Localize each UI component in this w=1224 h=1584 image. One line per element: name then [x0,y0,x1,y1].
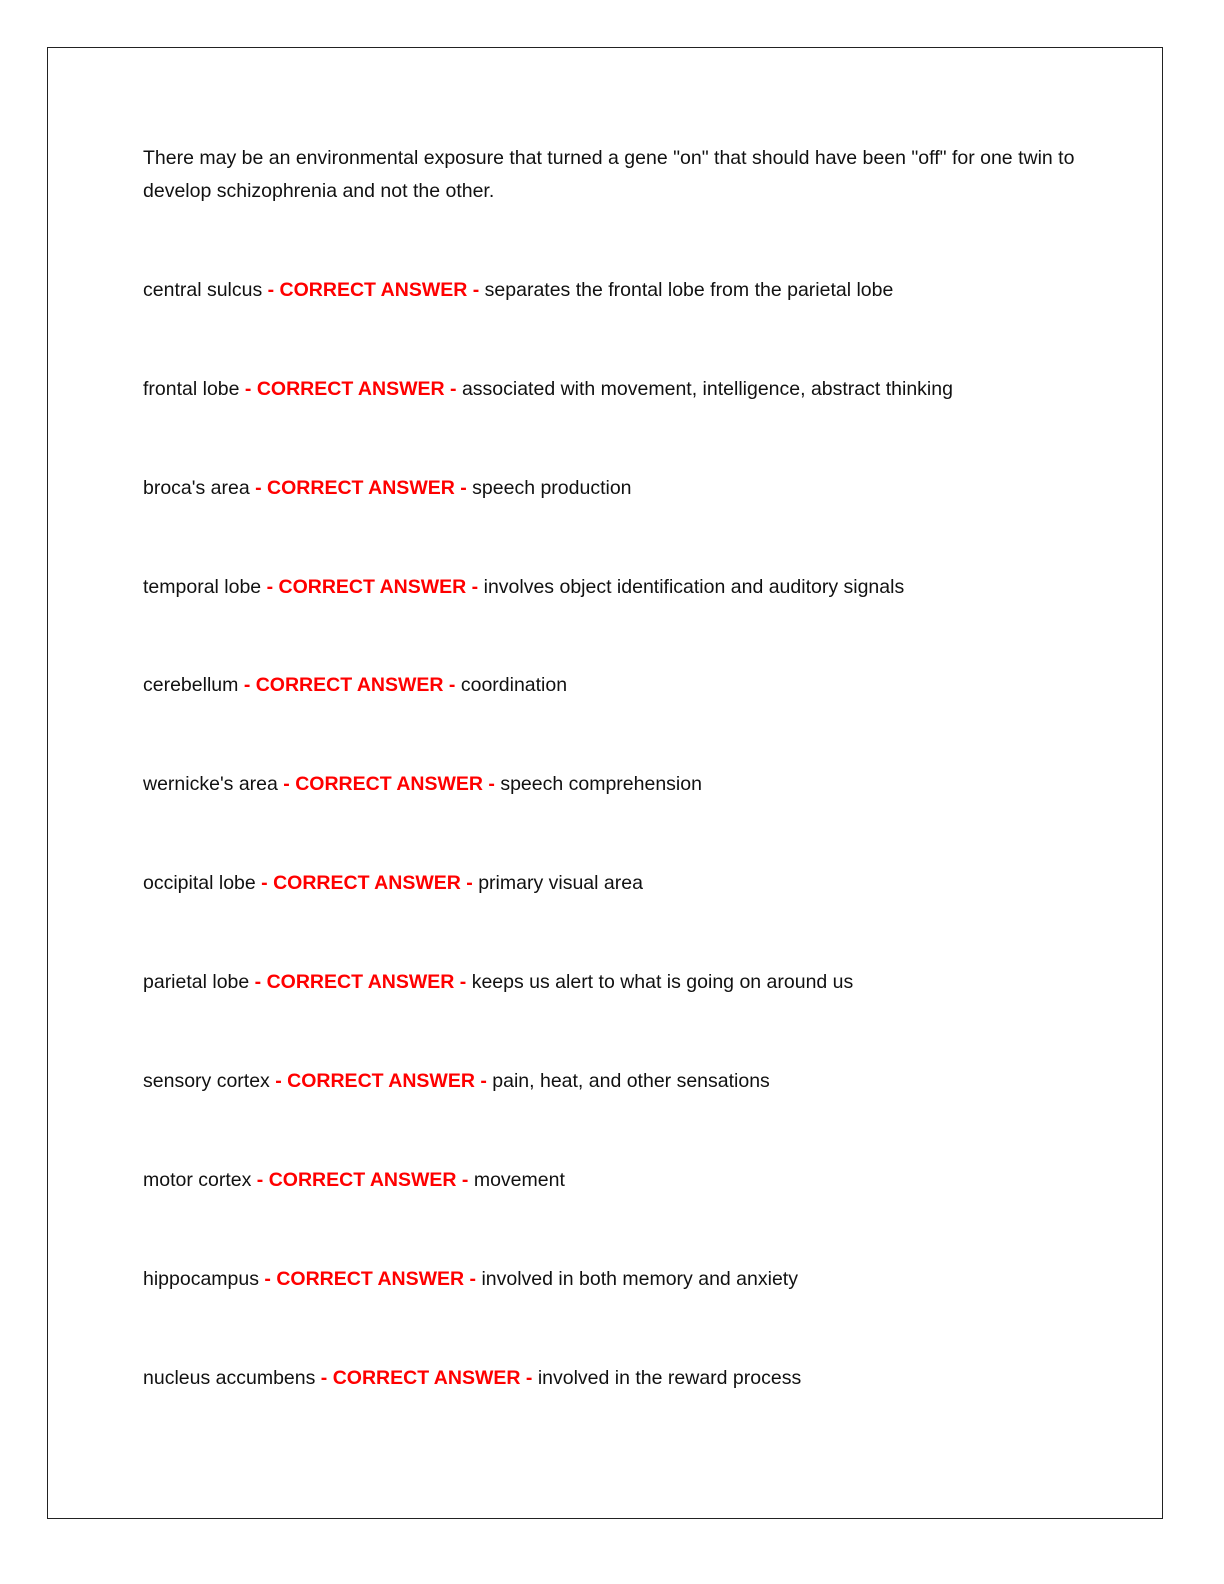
correct-answer-marker: - CORRECT ANSWER - [244,378,457,400]
flashcard-entry [143,1263,798,1296]
correct-answer-marker: - CORRECT ANSWER - [283,773,495,795]
entry-definition: pain, heat, and other sensations [492,1070,770,1092]
entry-term: broca's area [143,477,250,499]
flashcard-entry [143,966,853,999]
entry-term: occipital lobe [143,872,256,894]
entry-term: nucleus accumbens [143,1367,316,1389]
entry-definition: involved in the reward process [537,1367,802,1389]
flashcard-entry [143,274,893,307]
correct-answer-marker: - CORRECT ANSWER - [254,971,467,993]
entry-definition: keeps us alert to what is going on around us [471,971,854,993]
entry-term: hippocampus [143,1268,259,1290]
flashcard-entry [143,669,567,702]
entry-term: frontal lobe [143,378,240,400]
entry-definition: separates the frontal lobe from the parietal lobe [484,279,894,301]
entry-term: parietal lobe [143,971,250,993]
flashcard-entry [143,1362,801,1395]
correct-answer-marker: - CORRECT ANSWER - [256,1169,469,1191]
flashcard-entry [143,867,643,900]
intro-paragraph: There may be an environmental exposure that turned a gene "on" that should have been "off" for one twin to develop schizophrenia and not the other. [143,147,1075,202]
entry-term: motor cortex [143,1169,252,1191]
correct-answer-marker: - CORRECT ANSWER - [243,674,456,696]
entry-definition: involves object identification and auditory signals [483,576,905,598]
correct-answer-marker: - CORRECT ANSWER - [261,872,473,894]
flashcard-entry [143,472,632,505]
entry-definition: speech comprehension [500,773,702,795]
correct-answer-marker: - CORRECT ANSWER - [255,477,467,499]
entry-term: central sulcus [143,279,263,301]
correct-answer-marker: - CORRECT ANSWER - [320,1367,533,1389]
document-content [143,142,1083,1389]
correct-answer-marker: - CORRECT ANSWER - [275,1070,487,1092]
flashcard-entry [143,571,904,604]
flashcard-entry [143,1065,770,1098]
flashcard-entry [143,373,953,406]
entry-term: temporal lobe [143,576,262,598]
flashcard-entry [143,768,702,801]
entry-definition: associated with movement, intelligence, abstract thinking [461,378,953,400]
entry-definition: primary visual area [478,872,643,894]
entry-definition: speech production [472,477,632,499]
flashcard-entry [143,1164,565,1197]
entry-definition: involved in both memory and anxiety [481,1268,798,1290]
entry-definition: coordination [460,674,568,696]
correct-answer-marker: - CORRECT ANSWER - [264,1268,477,1290]
correct-answer-marker: - CORRECT ANSWER - [266,576,479,598]
entry-term: wernicke's area [143,773,278,795]
entry-definition: movement [473,1169,565,1191]
entry-term: sensory cortex [143,1070,270,1092]
correct-answer-marker: - CORRECT ANSWER - [267,279,480,301]
entry-term: cerebellum [143,674,239,696]
